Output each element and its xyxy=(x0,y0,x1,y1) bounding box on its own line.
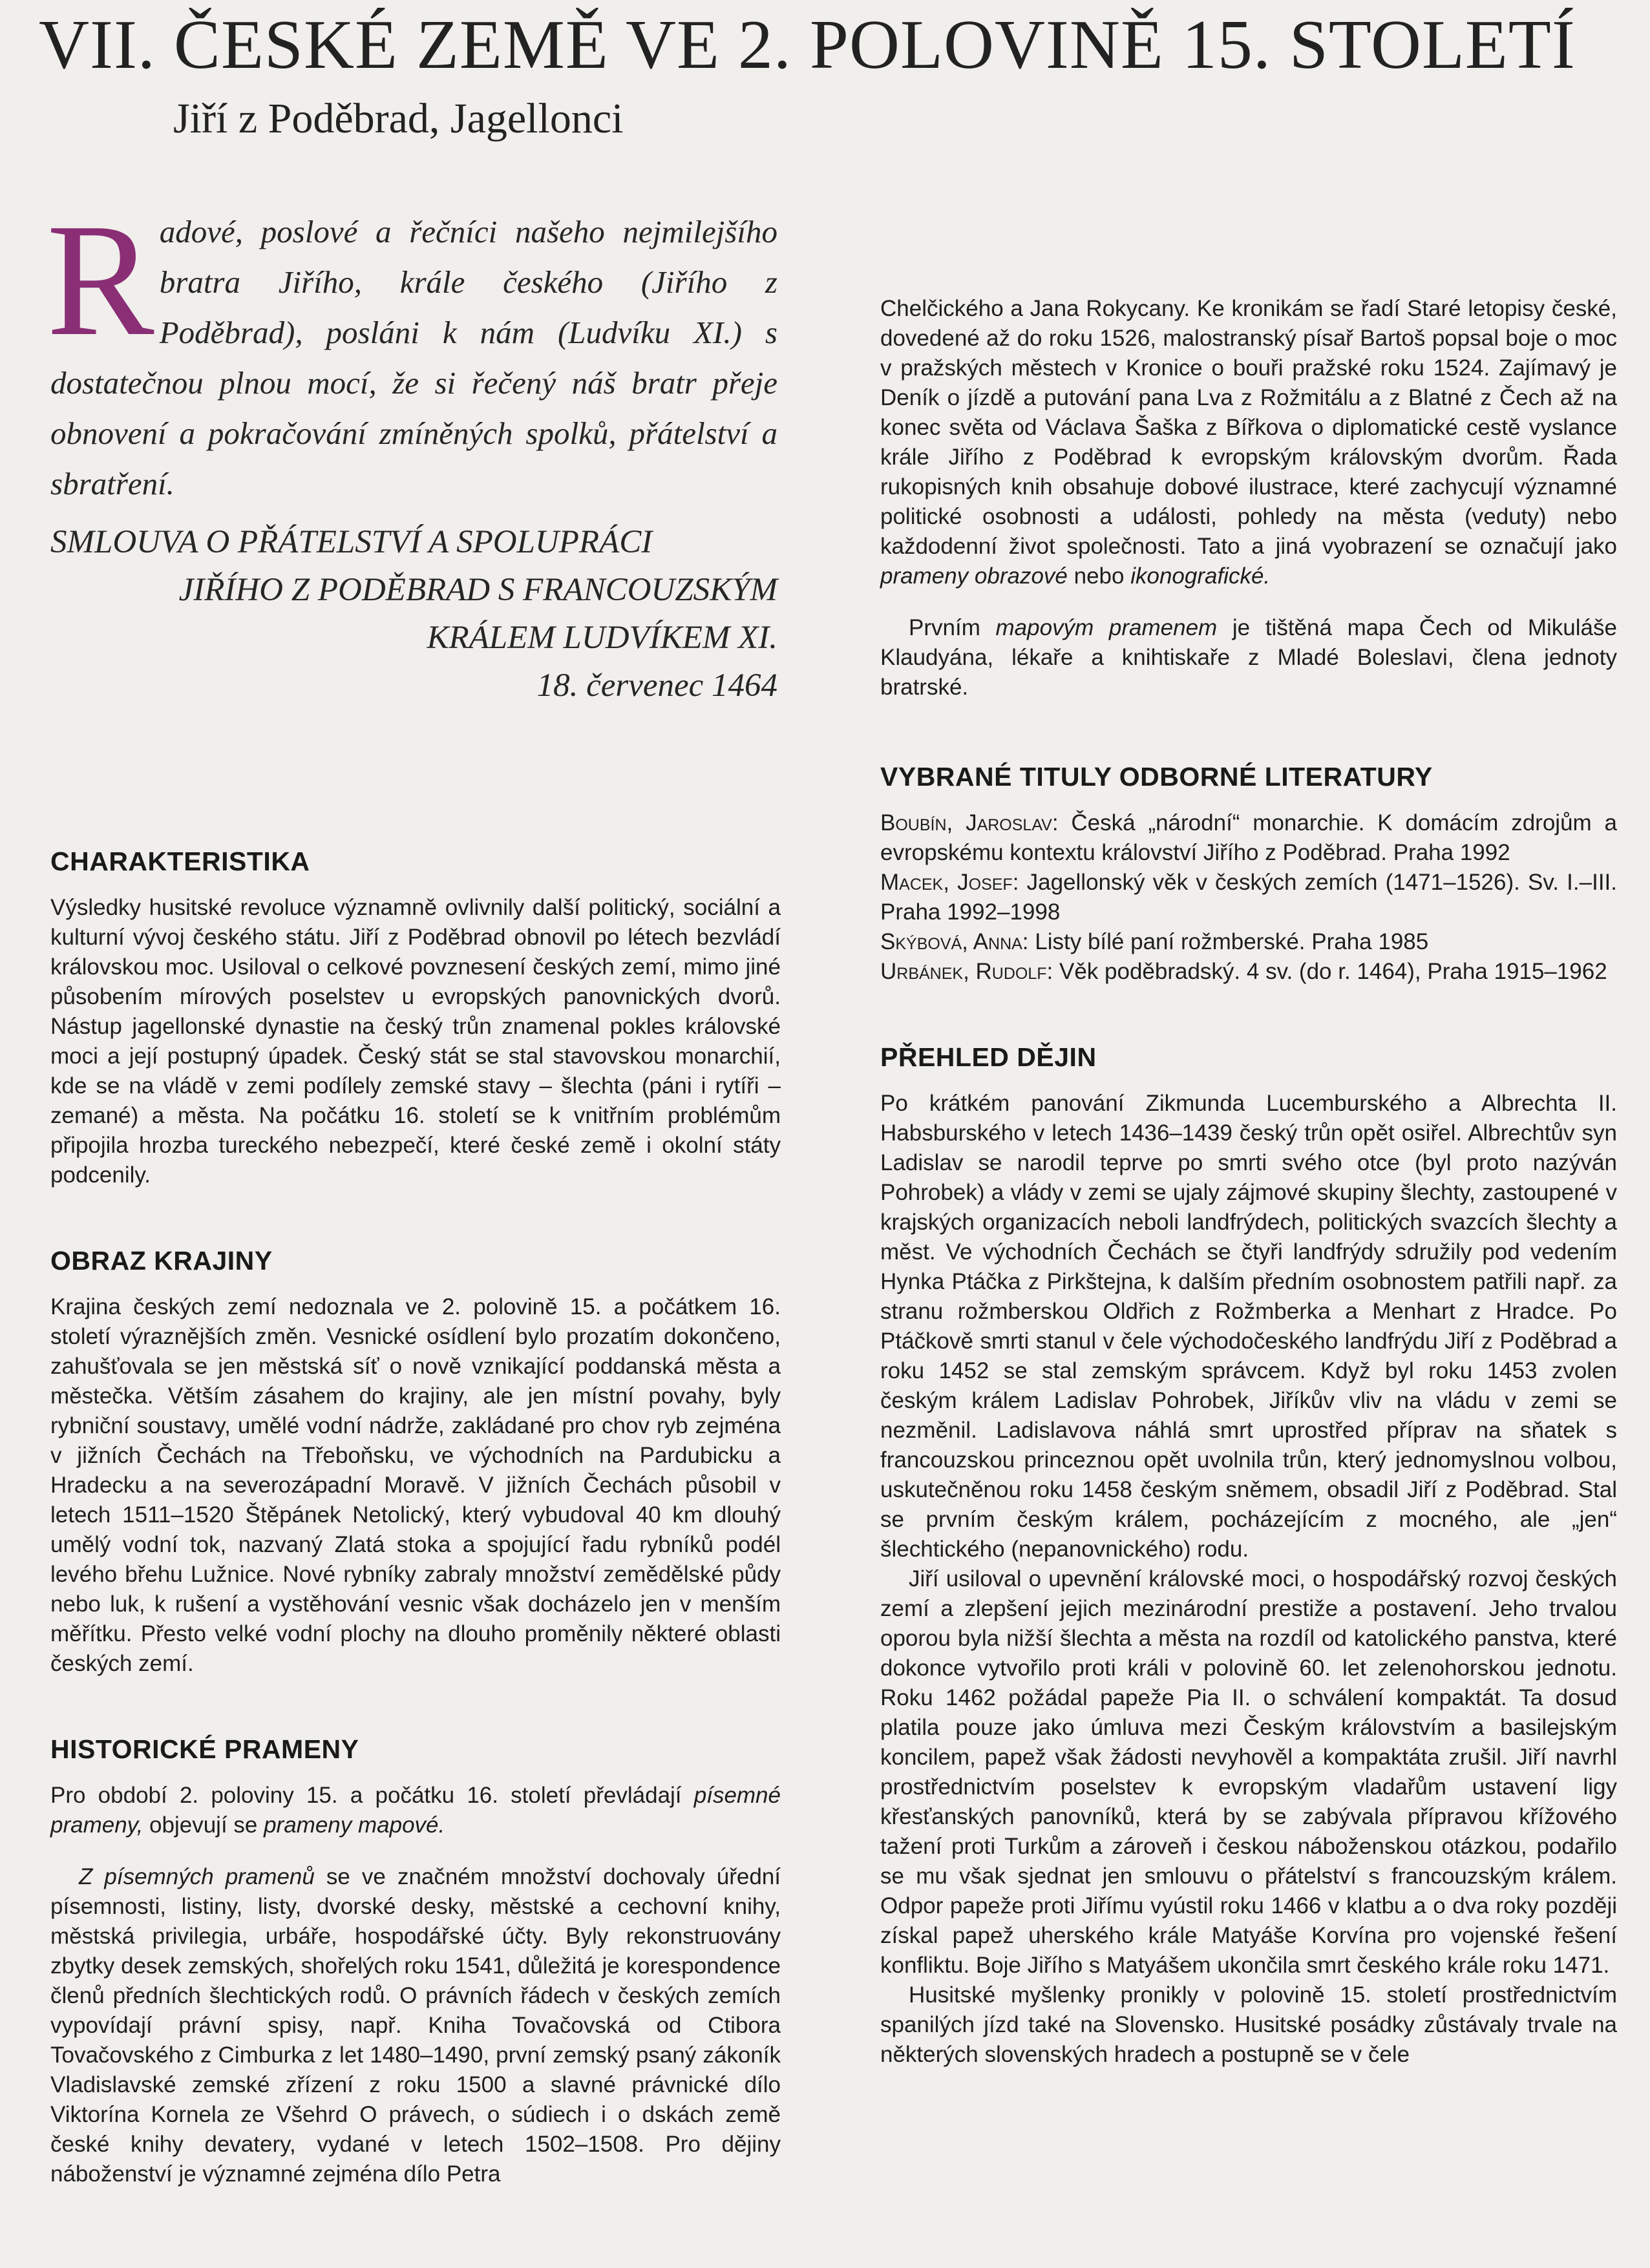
drop-cap: R xyxy=(47,191,154,370)
literature-entry xyxy=(880,927,1617,957)
section-heading: VYBRANÉ TITULY ODBORNÉ LITERATURY xyxy=(880,762,1433,792)
literature-entry xyxy=(880,957,1617,987)
emphasis: ikonografické. xyxy=(1130,563,1271,589)
section-historicke-prameny xyxy=(50,1734,781,2189)
section-paragraph xyxy=(880,294,1617,591)
text-run: se ve značném množství dochovaly úřední písemnosti, listiny, listy, dvorské desky, městské a cechovní knihy, městská privilegia, urbáře, hospodářské účty. Byly rekonstruovány zbytky desek zemských, shořelých roku 1541, důležitá je korespondence členů předních šlechtických rodů. O právních řádech v českých zemích vypovídají právní spisy, např. Kniha Tovačovská od Ctibora Tovačovského z Cimburka z let 1480–1490, první zemský psaný zákoník Vladislavské zemské zřízení z roku 1500 a slavné právnické dílo Viktorína Kornela ze Všehrd O právech, o súdiech i o dskách země české knihy devatery, vydané v letech 1502–1508. Pro dějiny náboženství je významné zejména dílo Petra xyxy=(50,1864,781,2187)
literature-title: Listy bílé paní rožmberské. Praha 1985 xyxy=(1028,929,1429,954)
page-subtitle: Jiří z Poděbrad, Jagellonci xyxy=(173,95,624,142)
section-paragraph: Po krátkém panování Zikmunda Lucemburského a Albrechta II. Habsburského v letech 1436–1439 český trůn opět osiřel. Albrechtův syn Ladislav se narodil teprve po smrti svého otce (byl proto nazýván Pohrobek) a vlády v zemi se ujaly zájmové skupiny šlechty, zastoupené v krajských organizacích neboli landfrýdech, politických svazcích šlechty a měst. Ve východních Čechách se čtyři landfrýdy sdružily pod vedením Hynka Ptáčka z Pirkštejna, k dalším předním osobnostem patřili např. za stranu rožmberskou Oldřich z Rožmberka a Menhart z Hradce. Po Ptáčkově smrti stanul v čele východočeského landfrýdu Jiří z Poděbrad a roku 1452 se stal zemským správcem. Když byl roku 1453 zvolen českým králem Ladislav Pohrobek, Jiříkův vliv na vládu v zemi se nezměnil. Ladislavova náhlá smrt uprostřed příprav na sňatek s francouzskou princeznou opět uvolnila trůn, který jednomyslnou volbou, uskutečněnou roku 1458 českým sněmem, obsadil Jiří z Poděbrad. Stal se prvním českým králem, pocházejícím z mocného, ale „jen“ šlechtického (nepanovnického) rodu. xyxy=(880,1091,1617,1562)
section-paragraph xyxy=(880,613,1617,702)
text-run: nebo xyxy=(1067,563,1131,589)
literature-title: Věk poděbradský. 4 sv. (do r. 1464), Praha 1915–1962 xyxy=(1053,959,1607,984)
section-heading: PŘEHLED DĚJIN xyxy=(880,1042,1097,1072)
literature-title: Jagellonský věk v českých zemích (1471–1526). Sv. I.–III. Praha 1992–1998 xyxy=(880,870,1617,925)
left-column xyxy=(50,846,781,2189)
section-paragraph xyxy=(50,1862,781,2189)
opening-quote xyxy=(47,191,777,709)
section-paragraph xyxy=(50,1781,781,1840)
page-title: VII. ČESKÉ ZEMĚ VE 2. POLOVINĚ 15. STOLETÍ xyxy=(39,6,1576,83)
emphasis: Z písemných pramenů xyxy=(79,1864,315,1889)
literature-title: Česká „národní“ monarchie. K domácím zdrojům a evropskému kontextu království Jiřího z Poděbrad. Praha 1992 xyxy=(880,810,1617,865)
literature-entry xyxy=(880,808,1617,868)
quote-date: 18. červenec 1464 xyxy=(536,667,777,704)
literature-author: Urbánek, Rudolf: xyxy=(880,959,1053,984)
literature-author: Boubín, Jaroslav: xyxy=(880,810,1059,835)
text-run: objevují se xyxy=(143,1812,264,1838)
text-run: Chelčického a Jana Rokycany. Ke kronikám se řadí Staré letopisy české, dovedené až do roku 1526, malostranský písař Bartoš popsal boje o moc v pražských městech v Kronice o bouři pražské roku 1524. Zajímavý je Deník o jízdě a putování pana Lva z Rožmitálu a z Blatné z Čech až na konec světa od Václava Šaška z Bířkova o diplomatické cestě vyslance krále Jiřího z Poděbrad k evropským královským dvorům. Řada rukopisných knih obsahuje dobové ilustrace, které zachycují významné politické osobnosti a události, pohledy na města (veduty) nebo každodenní život společnosti. Tato a jiná vyobrazení se označují jako xyxy=(880,296,1617,559)
quote-text: adové, poslové a řečníci našeho nejmilejšího bratra Jiřího, krále českého (Jiřího z Poděbrad), posláni k nám (Ludvíku XI.) s dostatečnou plnou mocí, že si řečený náš bratr přeje obnovení a pokračování zmíněných spolků, přátelství a sbratření. xyxy=(50,214,777,501)
section-heading: CHARAKTERISTIKA xyxy=(50,846,310,876)
literature-entry xyxy=(880,868,1617,927)
section-paragraph: Husitské myšlenky pronikly v polovině 15. století prostřednictvím spanilých jízd také na Slovensko. Husitské posádky zůstávaly trvale na některých slovenských hradech a postupně se v čele xyxy=(880,1982,1617,2067)
literature-author: Skýbová, Anna: xyxy=(880,929,1029,954)
emphasis: písemné prameny, xyxy=(50,1783,781,1838)
section-heading: HISTORICKÉ PRAMENY xyxy=(50,1734,359,1764)
section-literatura xyxy=(880,762,1617,987)
section-heading: OBRAZ KRAJINY xyxy=(50,1246,273,1276)
right-column xyxy=(880,294,1617,2070)
literature-author: Macek, Josef: xyxy=(880,870,1019,895)
emphasis: prameny obrazové xyxy=(880,563,1068,589)
text-run: Pro období 2. poloviny 15. a počátku 16. století převládají xyxy=(50,1783,694,1808)
emphasis: prameny mapové. xyxy=(264,1812,445,1838)
section-charakteristika xyxy=(50,846,781,1190)
section-obraz-krajiny xyxy=(50,1246,781,1679)
section-paragraph: Krajina českých zemí nedoznala ve 2. polovině 15. a počátkem 16. století výraznějších změn. Vesnické osídlení bylo prozatím dokončeno, zahušťovala se jen městská síť o nově vznikající poddanská města a městečka. Větším zásahem do krajiny, ale jen místní povahy, byly rybniční soustavy, umělé vodní nádrže, zakládané pro chov ryb zejména v jižních Čechách na Třeboňsku, ve východních na Pardubicku a Hradecku a na severozápadní Moravě. V jižních Čechách působil v letech 1511–1520 Štěpánek Netolický, který vybudoval 40 km dlouhý umělý vodní tok, nazvaný Zlatá stoka a spojující řadu rybníků podél levého břehu Lužnice. Nové rybníky zabraly množství zemědělské půdy nebo luk, k rušení a vystěhování vesnic však docházelo jen v menším měřítku. Přesto velké vodní plochy na dlouho proměnily některé oblasti českých zemí. xyxy=(50,1294,781,1676)
text-run: Prvním xyxy=(909,615,996,640)
section-paragraph: Jiří usiloval o upevnění královské moci, o hospodářský rozvoj českých zemí a zlepšení jejich mezinárodní prestiže a postavení. Jeho trvalou oporou byla nižší šlechta a města na rozdíl od katolického panstva, které dokonce vytvořilo proti králi v polovině 60. let zelenohorskou jednotu. Roku 1462 požádal papeže Pia II. o schválení kompaktát. Ta dosud platila pouze jako úmluva mezi Českým královstvím a basilejským koncilem, papež však žádosti nevyhověl a kompaktáta zrušil. Jiří navrhl prostřednictvím poselstev k evropským vladařům ustavení ligy křesťanských panovníků, která by se zabývala přípravou křížového tažení proti Turkům a zároveň i českou náboženskou otázkou, podařilo se mu však sjednat jen smlouvu o přátelství s francouzským králem. Odpor papeže proti Jiřímu vyústil roku 1466 v klatbu a o dva roky později získal papež uherského krále Matyáše Korvína pro vojenské řešení konfliktu. Boje Jiřího s Matyášem ukončila smrt českého krále roku 1471. xyxy=(880,1566,1617,1978)
section-prehled-dejin xyxy=(880,1042,1617,2070)
emphasis: mapovým pramenem xyxy=(995,615,1218,640)
quote-source-line-2: JIŘÍHO Z PODĚBRAD S FRANCOUZSKÝM KRÁLEM LUDVÍKEM XI. xyxy=(178,572,777,656)
prameny-continuation xyxy=(880,294,1617,702)
quote-source-line-1: SMLOUVA O PŘÁTELSTVÍ A SPOLUPRÁCI xyxy=(50,524,653,560)
section-paragraph: Výsledky husitské revoluce významně ovlivnily další politický, sociální a kulturní vývoj českého státu. Jiří z Poděbrad obnovil po létech bezvládí královskou moc. Usiloval o celkové povznesení českých zemí, mimo jiné působením mírových poselstev u evropských panovnických dvorů. Nástup jagellonské dynastie na český trůn znamenal pokles královské moci a její postupný úpadek. Český stát se stal stavovskou monarchií, kde se na vládě v zemi podílely zemské stavy – šlechta (páni i rytíři – zemané) a města. Na počátku 16. století se k vnitřním problémům připojila hrozba tureckého nebezpečí, které české země i okolní státy podcenily. xyxy=(50,895,781,1188)
quote-source xyxy=(50,518,777,709)
text-run: je tištěná mapa Čech od Mikuláše Klaudyána, lékaře a knihtiskaře z Mladé Boleslavi, člena jednoty bratrské. xyxy=(880,615,1617,700)
